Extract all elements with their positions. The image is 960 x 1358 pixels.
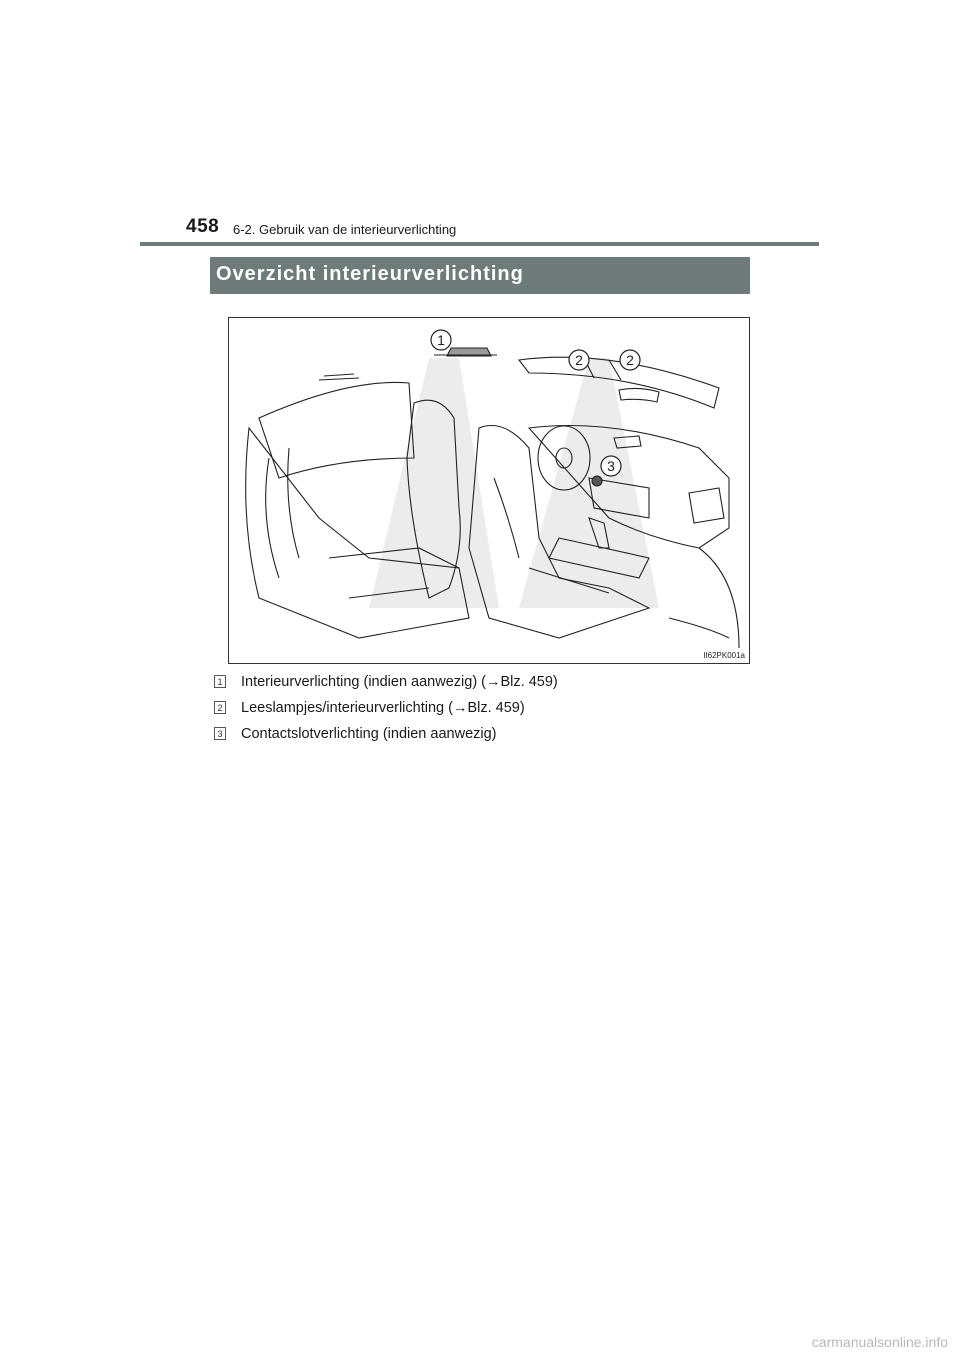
callout-text: Leeslampjes/interieurverlichting (→Blz. 459) [241,700,525,716]
list-item [214,674,774,700]
callout-number: 1 [214,675,226,688]
section-title: 6-2. Gebruik van de interieurverlichting [233,222,457,237]
list-item [214,726,774,752]
page-title: Overzicht interieurverlichting [216,263,524,285]
figure-marker: 2 [575,352,583,368]
figure-marker: 1 [437,332,445,348]
callout-number: 2 [214,701,226,714]
list-item [214,700,774,726]
callout-list [214,674,774,752]
figure-marker: 3 [607,458,615,474]
title-banner [210,257,750,294]
page-number: 458 [186,216,220,237]
watermark: carmanualsonline.info [811,1334,948,1350]
callout-number: 3 [214,727,226,740]
callout-text: Interieurverlichting (indien aanwezig) (→Blz. 459) [241,674,558,690]
callout-text: Contactslotverlichting (indien aanwezig) [241,726,497,742]
interior-illustration [228,317,750,664]
header-rule [140,242,819,246]
figure-code: II62PK001a [703,651,745,660]
figure-marker: 2 [626,352,634,368]
